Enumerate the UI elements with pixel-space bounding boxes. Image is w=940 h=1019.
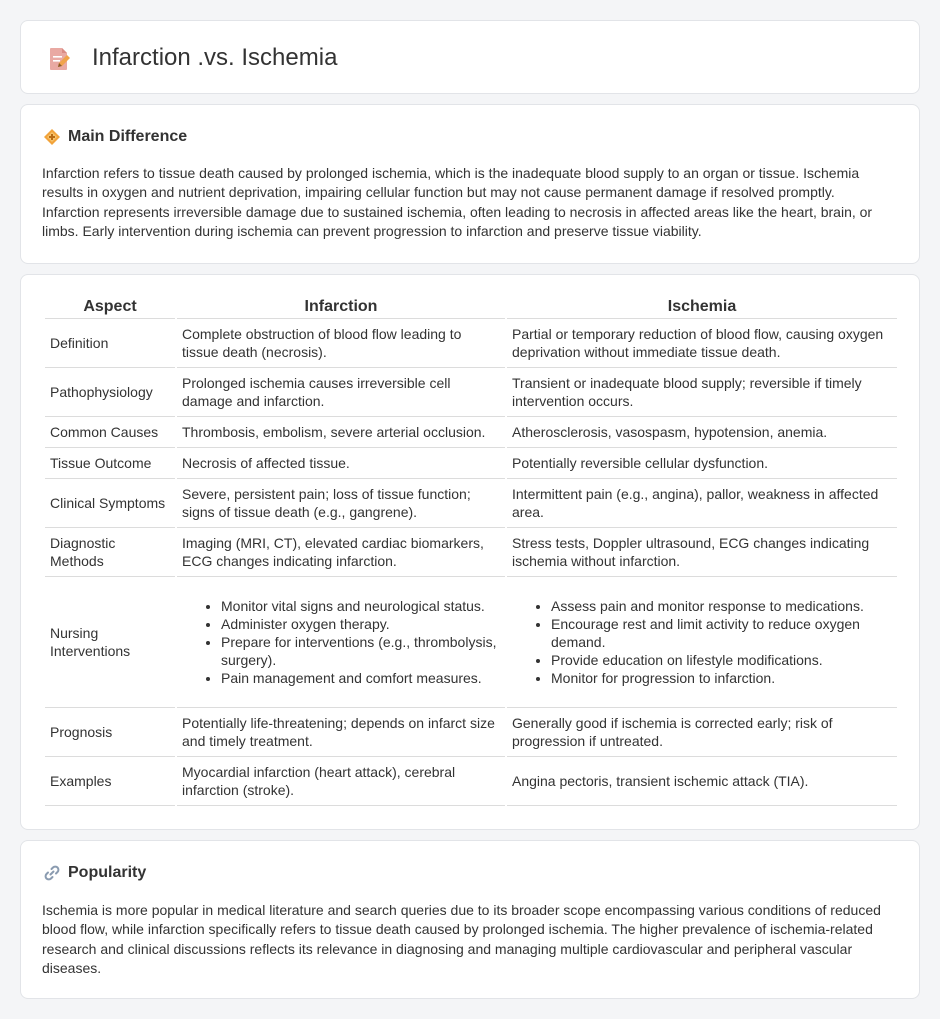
list-item: • Encourage rest and limit activity to reduce oxygen demand.: [551, 615, 892, 651]
popularity-text: Ischemia is more popular in medical literature and search queries due to its broader scope encompassing various conditions of reduced blood flow, while infarction specifically refers to tissue death caused by prolonged ischemia. The higher prevalence of ischemia-related research and clinical discussions reflects its relevance in diagnosing and managing multiple cardiovascular and peripheral vascular diseases.: [42, 902, 881, 976]
infarction-cell: Prolonged ischemia causes irreversible cell damage and infarction.: [177, 368, 505, 417]
table-row: [45, 708, 897, 757]
table-row: [45, 368, 897, 417]
table-row: [45, 528, 897, 577]
list-item: • Assess pain and monitor response to medications.: [551, 597, 892, 615]
table-row: [45, 417, 897, 448]
main-difference-title: Main Difference: [68, 128, 188, 145]
aspect-cell: Examples: [45, 757, 175, 806]
list-item: • Prepare for interventions (e.g., thrombolysis, surgery).: [221, 633, 500, 669]
popularity-card: [20, 840, 920, 999]
header-card: [20, 20, 920, 94]
diamond-icon: [43, 128, 61, 146]
comparison-table: [43, 295, 899, 806]
aspect-cell: Tissue Outcome: [45, 448, 175, 479]
infarction-cell: Thrombosis, embolism, severe arterial occlusion.: [177, 417, 505, 448]
infarction-cell: Complete obstruction of blood flow leading to tissue death (necrosis).: [177, 319, 505, 368]
popularity-title: Popularity: [68, 864, 147, 881]
aspect-cell: Pathophysiology: [45, 368, 175, 417]
aspect-cell: Clinical Symptoms: [45, 479, 175, 528]
aspect-cell: Common Causes: [45, 417, 175, 448]
aspect-cell: Nursing Interventions: [45, 577, 175, 708]
ischemia-cell: [507, 577, 897, 708]
list-item: • Pain management and comfort measures.: [221, 669, 500, 687]
ischemia-cell: Transient or inadequate blood supply; reversible if timely intervention occurs.: [507, 368, 897, 417]
main-difference-heading: [43, 127, 187, 147]
table-row: [45, 757, 897, 806]
table-row: [45, 319, 897, 368]
list-item: • Monitor vital signs and neurological status.: [221, 597, 500, 615]
ischemia-cell: Angina pectoris, transient ischemic attack (TIA).: [507, 757, 897, 806]
list-item: • Administer oxygen therapy.: [221, 615, 500, 633]
infarction-cell: Myocardial infarction (heart attack), cerebral infarction (stroke).: [177, 757, 505, 806]
infarction-cell: Necrosis of affected tissue.: [177, 448, 505, 479]
ischemia-interventions-list: [512, 597, 892, 687]
document-edit-icon: [48, 47, 70, 71]
ischemia-cell: Intermittent pain (e.g., angina), pallor, weakness in affected area.: [507, 479, 897, 528]
comparison-table-card: [20, 274, 920, 830]
ischemia-cell: Partial or temporary reduction of blood flow, causing oxygen deprivation without immediate tissue death.: [507, 319, 897, 368]
ischemia-cell: Atherosclerosis, vasospasm, hypotension, anemia.: [507, 417, 897, 448]
infarction-cell: Imaging (MRI, CT), elevated cardiac biomarkers, ECG changes indicating infarction.: [177, 528, 505, 577]
popularity-heading: [43, 863, 146, 883]
aspect-cell: Definition: [45, 319, 175, 368]
ischemia-cell: Potentially reversible cellular dysfunction.: [507, 448, 897, 479]
table-row: [45, 479, 897, 528]
main-difference-card: [20, 104, 920, 264]
aspect-cell: Diagnostic Methods: [45, 528, 175, 577]
table-row: [45, 448, 897, 479]
page-title: Infarction .vs. Ischemia: [92, 44, 338, 71]
infarction-cell: [177, 577, 505, 708]
table-row: [45, 577, 897, 708]
table-header-row: [45, 295, 897, 319]
infarction-cell: Severe, persistent pain; loss of tissue function; signs of tissue death (e.g., gangrene).: [177, 479, 505, 528]
link-icon: [43, 864, 61, 882]
aspect-cell: Prognosis: [45, 708, 175, 757]
list-item: • Monitor for progression to infarction.: [551, 669, 892, 687]
ischemia-cell: Stress tests, Doppler ultrasound, ECG changes indicating ischemia without infarction.: [507, 528, 897, 577]
list-item: • Provide education on lifestyle modifications.: [551, 651, 892, 669]
infarction-cell: Potentially life-threatening; depends on infarct size and timely treatment.: [177, 708, 505, 757]
header-aspect: Aspect: [45, 295, 175, 319]
header-infarction: Infarction: [177, 295, 505, 319]
ischemia-cell: Generally good if ischemia is corrected early; risk of progression if untreated.: [507, 708, 897, 757]
main-difference-text: Infarction refers to tissue death caused by prolonged ischemia, which is the inadequate blood supply to an organ or tissue. Ischemia results in oxygen and nutrient deprivation, impairing cellular function but may not cause permanent damage if resolved promptly. Infarction represents irreversible damage due to sustained ischemia, often leading to necrosis in affected areas like the heart, brain, or limbs. Early intervention during ischemia can prevent progression to infarction and preserve tissue viability.: [42, 165, 873, 239]
infarction-interventions-list: [182, 597, 500, 687]
header-ischemia: Ischemia: [507, 295, 897, 319]
